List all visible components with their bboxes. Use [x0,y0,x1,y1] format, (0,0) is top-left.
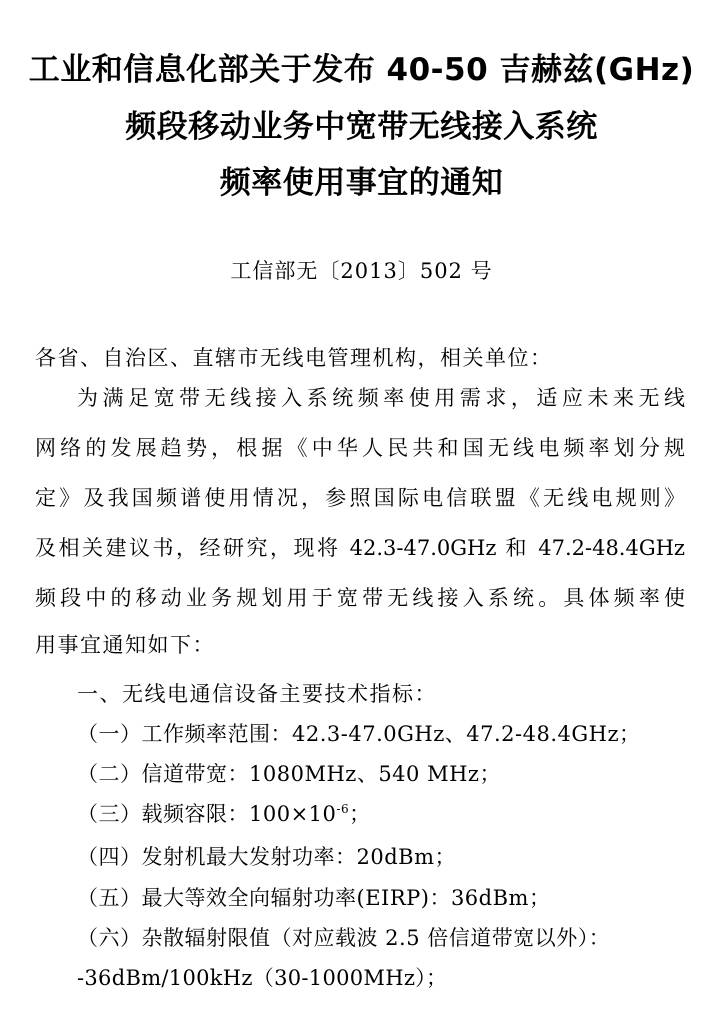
body-line-4: 及相关建议书，经研究，现将 42.3-47.0GHz 和 47.2-48.4GHz [35,536,685,560]
body-line-2: 网络的发展趋势，根据《中华人民共和国无线电频率划分规 [35,436,685,460]
spec-item-6-continued: -36dBm/100kHz（30-1000MHz）； [77,966,448,990]
section-heading: 一、无线电通信设备主要技术指标： [77,682,437,706]
spec-item-1: （一）工作频率范围：42.3-47.0GHz、47.2-48.4GHz； [77,722,641,746]
title-line-3: 频率使用事宜的通知 [219,165,504,201]
spec-item-4: （四）发射机最大发射功率：20dBm； [77,845,457,869]
spec-item-3-exponent: -6 [336,802,350,816]
spec-item-2: （二）信道带宽：1080MHz、540 MHz； [77,762,501,786]
salutation: 各省、自治区、直辖市无线电管理机构，相关单位： [35,346,553,370]
body-line-6: 用事宜通知如下： [35,633,215,657]
spec-item-3-text: （三）载频容限：100×10 [77,802,337,826]
spec-item-6: （六）杂散辐射限值（对应载波 2.5 倍信道带宽以外）： [77,926,611,950]
title-line-1: 工业和信息化部关于发布 40-50 吉赫兹(GHz) [28,52,695,88]
body-line-5: 频段中的移动业务规划用于宽带无线接入系统。具体频率使 [35,586,685,610]
title-line-2: 频段移动业务中宽带无线接入系统 [125,109,598,145]
spec-item-3-end: ； [349,802,371,826]
document-number: 工信部无〔2013〕502 号 [230,259,493,283]
body-line-1: 为满足宽带无线接入系统频率使用需求，适应未来无线 [77,386,685,410]
spec-item-5: （五）最大等效全向辐射功率(EIRP)：36dBm； [77,886,551,910]
body-line-3: 定》及我国频谱使用情况，参照国际电信联盟《无线电规则》 [35,486,685,510]
spec-item-3 [77,799,371,829]
